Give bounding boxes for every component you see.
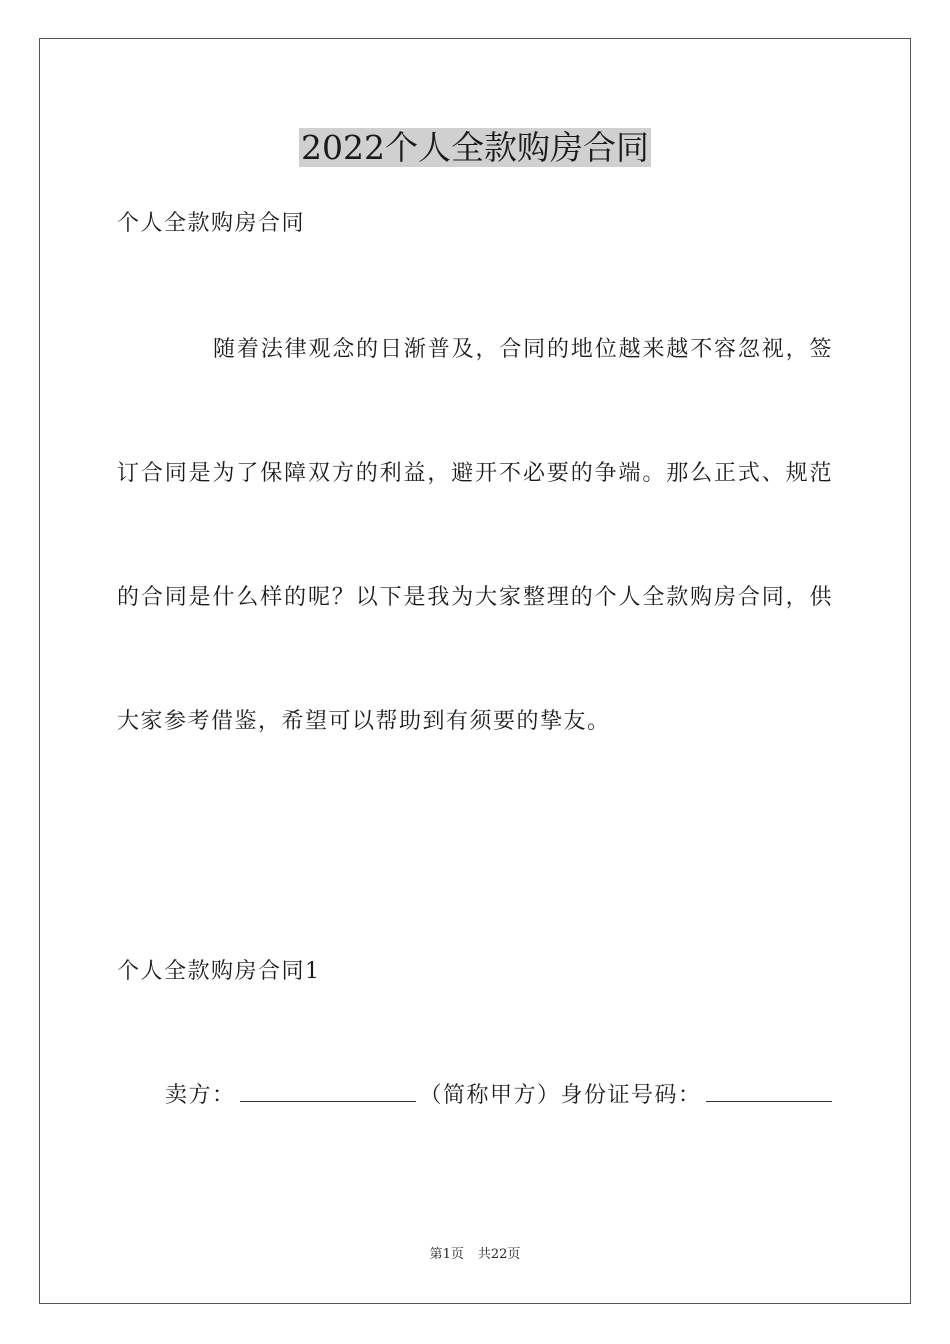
seller-label: 卖方：	[165, 1083, 236, 1108]
section-heading: 个人全款购房合同1	[117, 959, 321, 984]
footer-total-suffix: 页	[507, 1247, 521, 1262]
footer-total-prefix: 共	[477, 1247, 491, 1262]
footer-total-pages: 22	[490, 1247, 508, 1262]
seller-abbrev-label: （简称甲方）身份证号码：	[419, 1083, 702, 1108]
document-title	[0, 128, 950, 168]
intro-line-2: 订合同是为了保障双方的利益，避开不必要的争端。那么正式、规范	[117, 461, 833, 486]
footer-page-suffix: 页	[450, 1247, 464, 1262]
seller-id-blank	[706, 1081, 832, 1102]
intro-line-1: 随着法律观念的日渐普及，合同的地位越来越不容忽视，签	[213, 337, 833, 362]
seller-line	[165, 1081, 837, 1111]
page-footer	[0, 1246, 950, 1264]
document-subtitle: 个人全款购房合同	[117, 211, 306, 236]
intro-line-4: 大家参考借鉴，希望可以帮助到有须要的挚友。	[117, 709, 611, 734]
footer-page-prefix: 第	[429, 1247, 443, 1262]
seller-name-blank	[240, 1081, 416, 1102]
footer-page-number: 1	[442, 1247, 451, 1262]
intro-line-3: 的合同是什么样的呢？以下是我为大家整理的个人全款购房合同，供	[117, 585, 833, 610]
document-title-text: 2022个人全款购房合同	[301, 128, 649, 167]
